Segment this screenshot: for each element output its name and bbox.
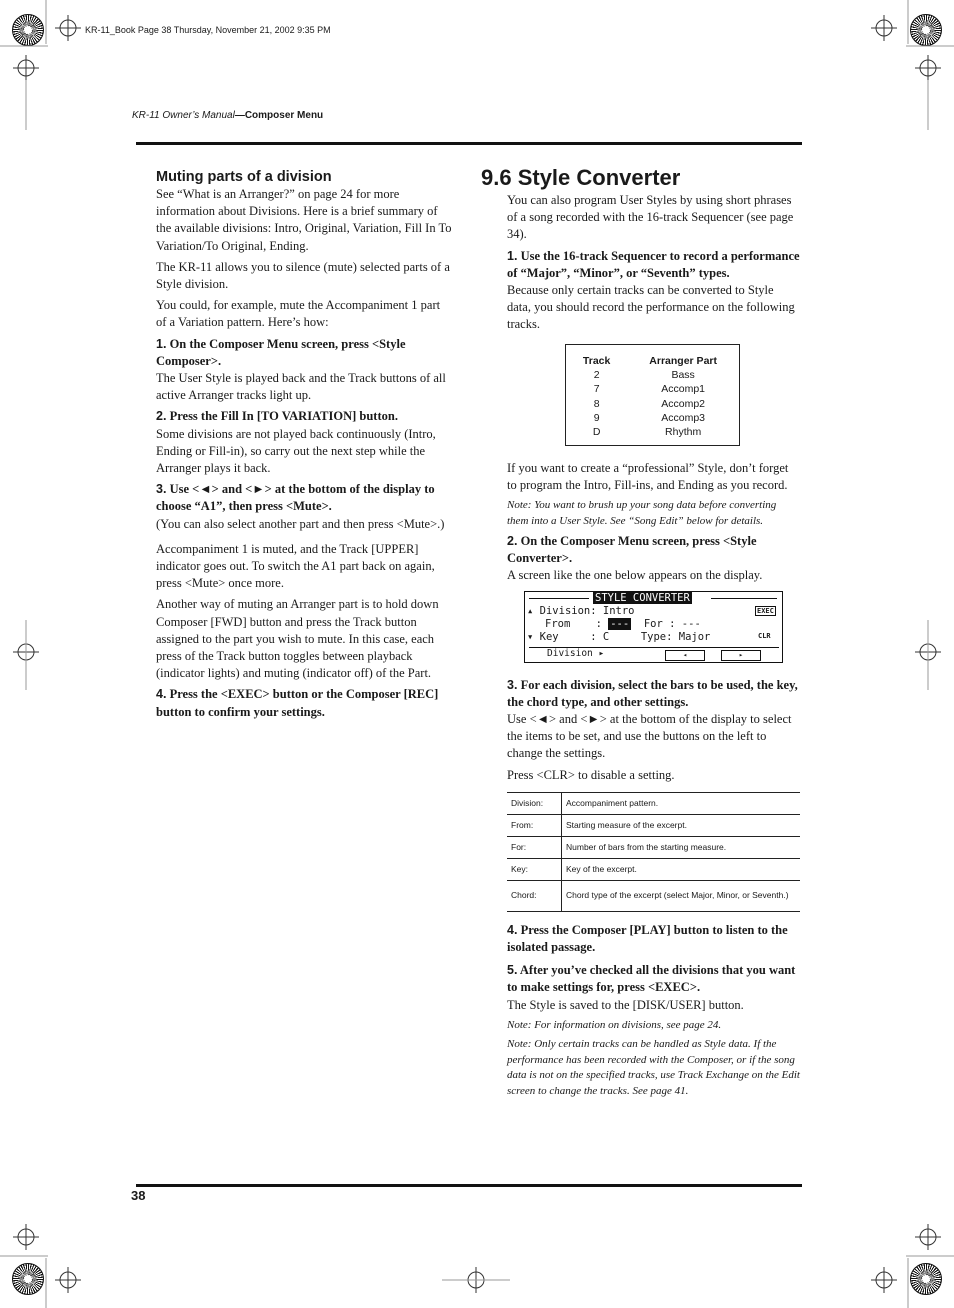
step-1 bbox=[507, 248, 800, 282]
step-5-body: The Style is saved to the [DISK/USER] button. bbox=[507, 997, 744, 1012]
down-arrow-icon: ▾ bbox=[527, 630, 534, 643]
step-3 bbox=[156, 481, 452, 515]
table-row bbox=[507, 836, 800, 858]
table-row bbox=[507, 814, 800, 836]
top-rule bbox=[136, 142, 802, 145]
setting-desc: Key of the excerpt. bbox=[562, 858, 801, 880]
setting-desc: Chord type of the excerpt (select Major, Minor, or Seventh.) bbox=[562, 880, 801, 911]
step-2 bbox=[507, 533, 800, 567]
up-arrow-icon: ▴ bbox=[527, 604, 534, 617]
paragraph-divisions: See “What is an Arranger?” on page 24 for more information about Divisions. Here is a brief summary of the available divisions: Intro, Original, Variation, Fill In To Variation/To Original, Ending. bbox=[156, 187, 452, 253]
step-text: Use <◄> and <►> at the bottom of the display to choose “A1”, then press <Mute>. bbox=[156, 482, 435, 514]
step-text: On the Composer Menu screen, press <Style Converter>. bbox=[507, 534, 757, 566]
paragraph-alternative: Another way of muting an Arranger part is to hold down Composer [FWD] button and press the Track button assigned to the part you wish to mute. In this case, each press of the Track button toggles between playback (indicator lights) and muting (indicator off) of the Part. bbox=[156, 597, 439, 681]
left-column bbox=[156, 168, 452, 725]
setting-key: From: bbox=[507, 814, 562, 836]
part-cell: Bass bbox=[671, 368, 695, 381]
setting-key: Division: bbox=[507, 792, 562, 814]
lcd-type-value: Major bbox=[678, 630, 711, 643]
step-3-body: (You can also select another part and then press <Mute>.) bbox=[156, 516, 445, 531]
lcd-title-text: STYLE CONVERTER bbox=[595, 591, 690, 604]
track-cell: 8 bbox=[593, 397, 600, 410]
lcd-bottom-division: Division ▸ bbox=[547, 647, 605, 659]
paragraph-professional: If you want to create a “professional” Style, don’t forget to program the Intro, Fill-ins, and Ending as you record. bbox=[507, 460, 789, 492]
lcd-type-label: Type: bbox=[640, 630, 673, 643]
step-1-body: The User Style is played back and the Track buttons of all active Arranger tracks light up. bbox=[156, 371, 446, 403]
left-arrow-icon: ◂ bbox=[665, 650, 705, 661]
step-number: 3. bbox=[156, 482, 167, 497]
page-number: 38 bbox=[131, 1188, 146, 1203]
step-number: 4. bbox=[156, 687, 167, 702]
step-3 bbox=[507, 677, 800, 711]
part-cell: Accomp2 bbox=[661, 397, 706, 410]
lcd-key-label: Key : bbox=[539, 630, 597, 643]
paragraph-muted: Accompaniment 1 is muted, and the Track [UPPER] indicator goes out. To switch the A1 part back on again, press <Mute> once more. bbox=[156, 541, 435, 591]
lcd-title-rule-right bbox=[711, 598, 777, 599]
section-title: 9.6 Style Converter bbox=[481, 165, 681, 190]
step-number: 2. bbox=[156, 409, 167, 424]
step-number: 2. bbox=[507, 534, 518, 549]
right-column bbox=[507, 192, 800, 1103]
step-1-body: Because only certain tracks can be converted to Style data, you should record the performance on the following tracks. bbox=[507, 283, 795, 332]
table-row bbox=[507, 880, 800, 911]
table-row bbox=[566, 425, 739, 439]
lcd-key-value: C bbox=[602, 630, 610, 643]
subsection-heading: Muting parts of a division bbox=[156, 169, 332, 185]
setting-desc: Accompaniment pattern. bbox=[562, 792, 801, 814]
settings-table bbox=[507, 792, 800, 912]
lcd-bottom-division-label: Division bbox=[547, 647, 593, 659]
setting-key: For: bbox=[507, 836, 562, 858]
track-table-header bbox=[566, 354, 739, 368]
running-head-title: KR-11 Owner’s Manual bbox=[132, 110, 235, 121]
step-number: 1. bbox=[507, 248, 518, 263]
note-song-edit: Note: You want to brush up your song data before converting them into a User Style. See “Song Edit” below for details. bbox=[507, 499, 777, 527]
step-number: 3. bbox=[507, 677, 518, 692]
track-cell: 7 bbox=[593, 383, 600, 396]
step-4 bbox=[507, 922, 800, 956]
lcd-for-label: For : bbox=[643, 617, 676, 630]
print-slug: KR-11_Book Page 38 Thursday, November 21, 2002 9:35 PM bbox=[85, 25, 331, 35]
running-head-section: —Composer Menu bbox=[234, 110, 324, 121]
step-3-body: Use <◄> and <►> at the bottom of the display to select the items to be set, and use the buttons on the left to change the settings. bbox=[507, 712, 792, 761]
setting-desc: Number of bars from the starting measure. bbox=[562, 836, 801, 858]
step-2 bbox=[156, 408, 452, 425]
table-row bbox=[507, 858, 800, 880]
setting-key: Key: bbox=[507, 858, 562, 880]
track-cell: 2 bbox=[593, 368, 600, 381]
lcd-from-label: From : bbox=[545, 617, 602, 630]
step-4 bbox=[156, 686, 452, 720]
running-head bbox=[132, 110, 323, 121]
lcd-line-division bbox=[527, 605, 635, 618]
lcd-division-value: Intro bbox=[602, 604, 635, 617]
step-text: Press the Composer [PLAY] button to listen to the isolated passage. bbox=[507, 922, 788, 955]
note-tracks: Note: Only certain tracks can be handled as Style data. If the performance has been recorded with the Composer, or if the song data is not on the specified tracks, use Track Exchange on the Edit screen to change the tracks. See page 41. bbox=[507, 1038, 800, 1097]
track-header: Track bbox=[582, 354, 611, 367]
bottom-rule bbox=[136, 1184, 802, 1187]
paragraph-clr: Press <CLR> to disable a setting. bbox=[507, 767, 675, 782]
table-row bbox=[507, 792, 800, 814]
lcd-from-value: --- bbox=[610, 617, 630, 630]
right-arrow-icon: ▸ bbox=[721, 650, 761, 661]
part-cell: Rhythm bbox=[665, 426, 702, 439]
lcd-line-from bbox=[545, 618, 701, 631]
paragraph-example: You could, for example, mute the Accompaniment 1 part of a Variation pattern. Here’s how: bbox=[156, 298, 441, 330]
lcd-clr-button: CLR bbox=[758, 631, 771, 640]
step-5 bbox=[507, 962, 800, 996]
step-text: On the Composer Menu screen, press <Style Composer>. bbox=[156, 336, 406, 368]
lcd-title-rule-left bbox=[529, 598, 589, 599]
lcd-line-key bbox=[527, 631, 710, 644]
paragraph-style-intro: You can also program User Styles by using short phrases of a song recorded with the 16-track Sequencer (see page 34). bbox=[507, 193, 794, 242]
lcd-title bbox=[593, 592, 692, 605]
lcd-screen bbox=[524, 591, 783, 663]
part-cell: Accomp3 bbox=[661, 411, 706, 424]
step-2-body: Some divisions are not played back continuously (Intro, Ending or Fill-in), so carry out the next step while the Arranger plays it back. bbox=[156, 426, 436, 476]
table-row bbox=[566, 397, 739, 411]
track-table bbox=[565, 344, 740, 446]
step-text: Press the <EXEC> button or the Composer [REC] button to confirm your settings. bbox=[156, 687, 439, 719]
step-number: 5. bbox=[507, 963, 518, 978]
arranger-part-header: Arranger Part bbox=[649, 354, 717, 367]
step-text: For each division, select the bars to be used, the key, the chord type, and other settings. bbox=[507, 677, 798, 709]
lcd-division-label: Division: bbox=[539, 604, 597, 617]
table-row bbox=[566, 411, 739, 425]
step-text: After you’ve checked all the divisions that you want to make settings for, press <EXEC>. bbox=[507, 963, 796, 995]
lcd-for-value: --- bbox=[681, 617, 701, 630]
step-1 bbox=[156, 336, 452, 370]
note-divisions: Note: For information on divisions, see page 24. bbox=[507, 1018, 722, 1031]
track-cell: 9 bbox=[593, 411, 600, 424]
step-text: Press the Fill In [TO VARIATION] button. bbox=[169, 409, 398, 424]
table-row bbox=[566, 368, 739, 382]
step-2-body: A screen like the one below appears on the display. bbox=[507, 568, 763, 583]
lcd-exec-button: EXEC bbox=[757, 606, 774, 615]
table-row bbox=[566, 382, 739, 396]
track-cell: D bbox=[592, 426, 601, 439]
step-text: Use the 16-track Sequencer to record a performance of “Major”, “Minor”, or “Seventh” types. bbox=[507, 248, 800, 280]
step-number: 4. bbox=[507, 922, 518, 937]
part-cell: Accomp1 bbox=[661, 383, 706, 396]
paragraph-mute-intro: The KR-11 allows you to silence (mute) selected parts of a Style division. bbox=[156, 259, 450, 292]
setting-desc: Starting measure of the excerpt. bbox=[562, 814, 801, 836]
step-number: 1. bbox=[156, 336, 167, 351]
setting-key: Chord: bbox=[507, 880, 562, 911]
